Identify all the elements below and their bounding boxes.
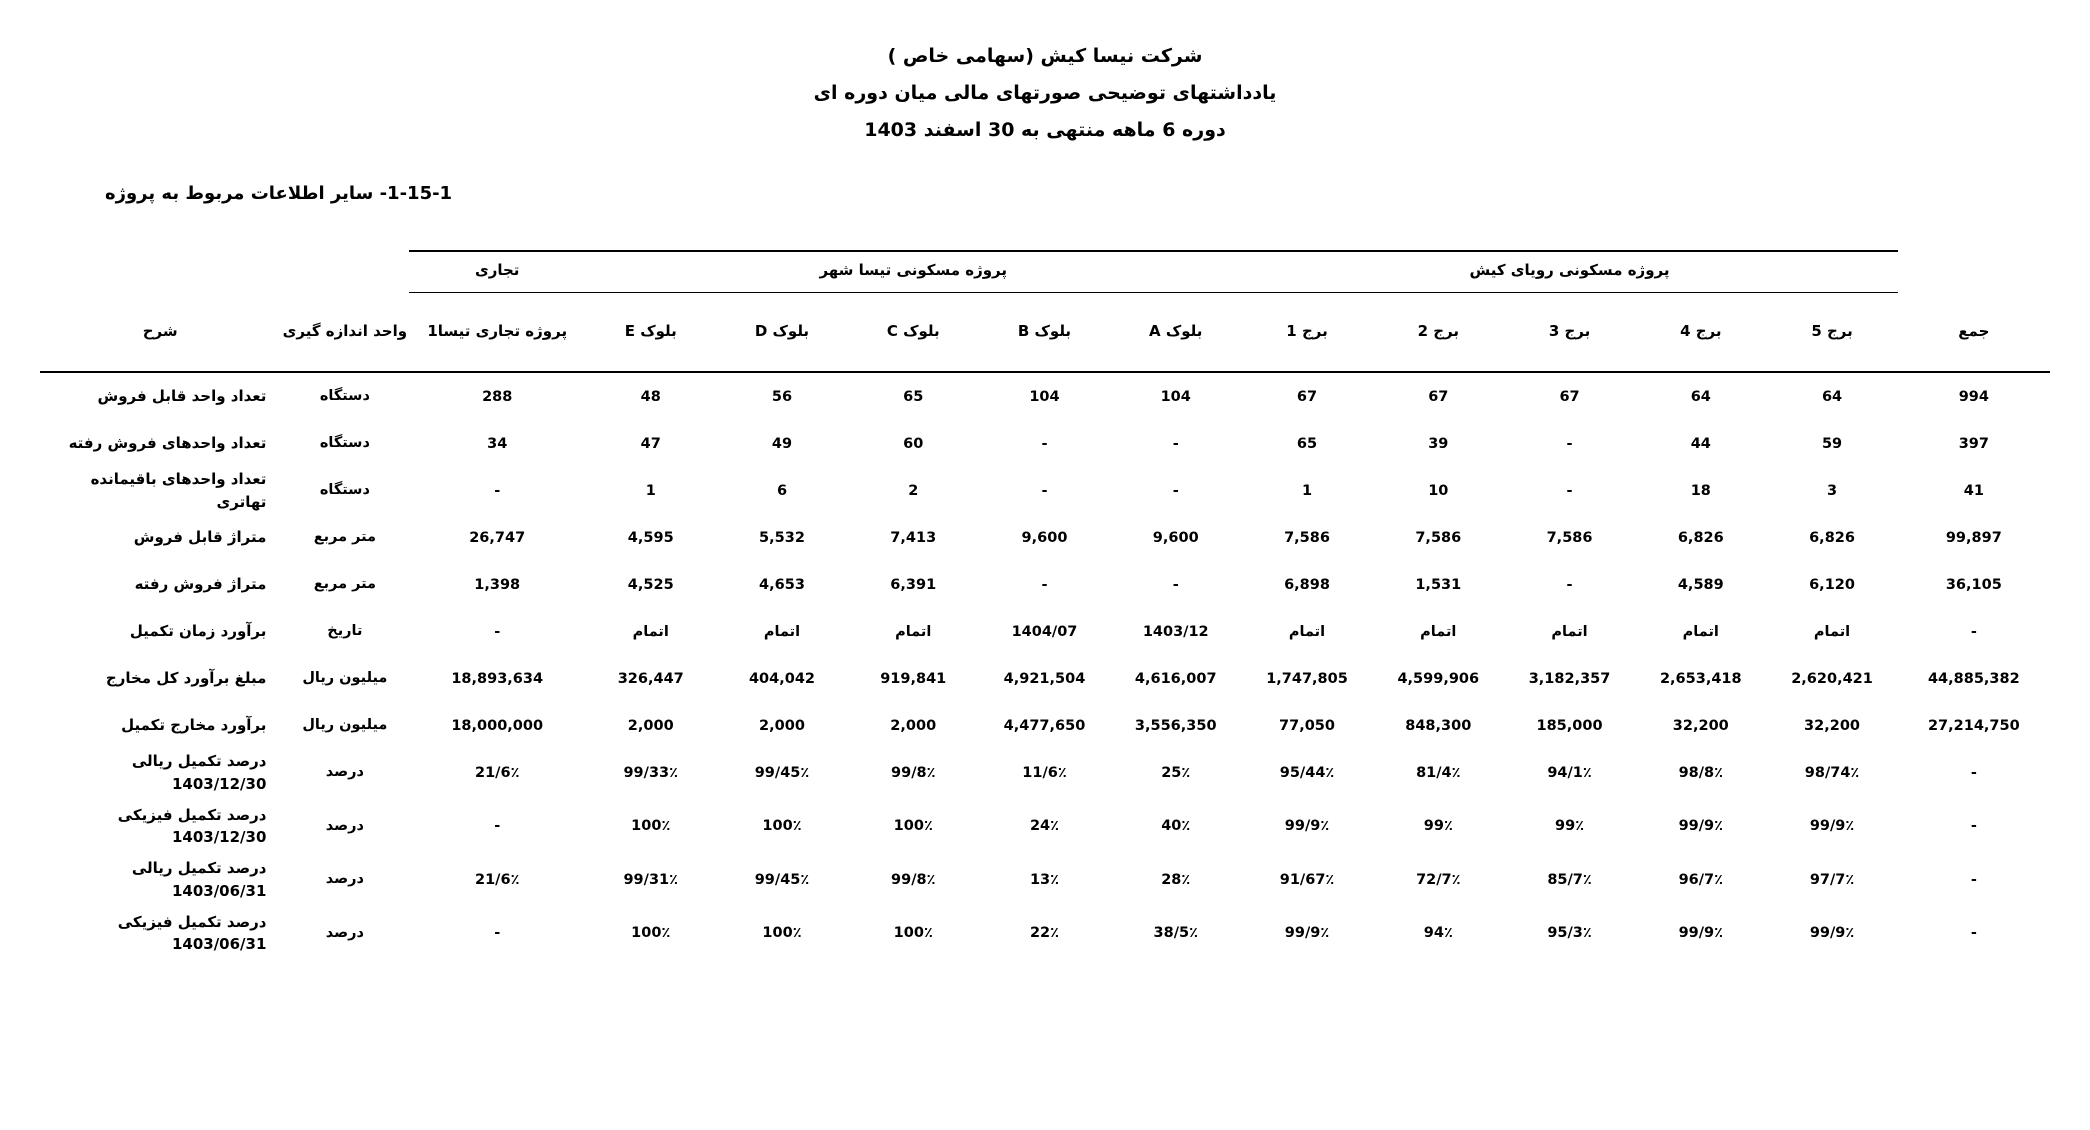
- cell-tower-1: 65: [1296, 435, 1318, 452]
- cell-block-c: اتمام: [895, 623, 932, 640]
- document-header: [0, 38, 2090, 149]
- cell-block-b: 11/6٪: [1022, 764, 1067, 781]
- cell-commercial: -: [494, 482, 501, 499]
- cell-block-b: 4,477,650: [1003, 717, 1086, 734]
- statement-subtitle: یادداشتهای توضیحی صورتهای مالی میان دوره ای: [813, 82, 1277, 105]
- col-tower-4: برج 4: [1635, 293, 1766, 373]
- cell-sum: 36,105: [1945, 576, 2002, 593]
- cell-tower-5: 2,620,421: [1791, 670, 1873, 687]
- cell-description: درصد تکمیل فیزیکی 1403/12/30: [117, 805, 267, 847]
- cell-block-a: -: [1172, 576, 1179, 593]
- cell-description: متراژ قابل فروش: [133, 528, 267, 547]
- col-block-b: بلوک B: [979, 293, 1110, 373]
- cell-unit: دستگاه: [319, 435, 370, 452]
- col-block-d: بلوک D: [716, 293, 847, 373]
- cell-block-d: 5,532: [759, 529, 805, 546]
- table-row: [40, 655, 2050, 702]
- col-tower-3: برج 3: [1504, 293, 1635, 373]
- cell-tower-2: 72/7٪: [1416, 871, 1461, 888]
- cell-block-a: 9,600: [1152, 529, 1199, 546]
- cell-unit: میلیون ریال: [302, 717, 388, 734]
- cell-tower-5: 3: [1826, 482, 1838, 499]
- cell-block-e: 1: [645, 482, 656, 499]
- cell-block-c: 6,391: [890, 576, 937, 593]
- cell-tower-1: 7,586: [1284, 529, 1330, 546]
- cell-block-d: 404,042: [748, 670, 815, 687]
- cell-tower-4: 18: [1690, 482, 1711, 499]
- cell-sum: -: [1970, 764, 1977, 781]
- cell-block-c: 65: [903, 388, 924, 405]
- project-info-table: [40, 250, 2050, 963]
- cell-tower-2: 81/4٪: [1416, 764, 1461, 781]
- cell-tower-2: اتمام: [1420, 623, 1457, 640]
- cell-tower-2: 99٪: [1423, 818, 1453, 835]
- cell-description: برآورد زمان تکمیل: [129, 622, 267, 641]
- cell-block-c: 100٪: [893, 925, 933, 942]
- cell-block-d: 100٪: [762, 925, 802, 942]
- cell-block-d: 56: [771, 388, 793, 405]
- cell-block-e: 100٪: [631, 818, 671, 835]
- table-row: [40, 561, 2050, 608]
- cell-block-e: اتمام: [632, 623, 669, 640]
- cell-tower-3: 3,182,357: [1528, 670, 1611, 687]
- cell-tower-2: 7,586: [1415, 529, 1462, 546]
- cell-sum: 99,897: [1945, 529, 2002, 546]
- cell-block-e: 48: [640, 388, 661, 405]
- cell-tower-5: 97/7٪: [1809, 871, 1855, 888]
- col-commercial-tisa1: پروژه تجاری تیسا1: [409, 293, 585, 373]
- cell-block-e: 4,525: [627, 576, 674, 593]
- cell-description: تعداد واحد قابل فروش: [97, 387, 267, 406]
- col-block-a: بلوک A: [1110, 293, 1241, 373]
- cell-tower-3: 185,000: [1536, 717, 1603, 734]
- table-row: [40, 608, 2050, 655]
- cell-tower-1: 6,898: [1284, 576, 1330, 593]
- group-blank-unit: [280, 251, 409, 293]
- table-row: [40, 702, 2050, 749]
- cell-tower-1: 67: [1296, 388, 1318, 405]
- cell-unit: درصد: [325, 764, 364, 781]
- cell-tower-1: 99/9٪: [1284, 925, 1330, 942]
- company-name: شرکت نیسا کیش (سهامی خاص ): [887, 45, 1203, 67]
- column-header-row: [40, 293, 2050, 373]
- cell-block-c: 60: [903, 435, 924, 452]
- col-tower-2: برج 2: [1373, 293, 1504, 373]
- cell-description: مبلغ برآورد کل مخارج: [105, 669, 267, 688]
- cell-commercial: 34: [487, 435, 508, 452]
- cell-block-d: 100٪: [762, 818, 802, 835]
- cell-tower-4: 64: [1690, 388, 1711, 405]
- group-roya-kish: پروژه مسکونی رویای کیش: [1241, 251, 1897, 293]
- cell-tower-5: اتمام: [1813, 623, 1851, 640]
- cell-tower-3: 99٪: [1555, 818, 1585, 835]
- cell-tower-1: 95/44٪: [1279, 764, 1335, 781]
- cell-tower-2: 67: [1428, 388, 1449, 405]
- period-line: دوره 6 ماهه منتهی به 30 اسفند 1403: [864, 119, 1226, 142]
- group-blank-desc: [40, 251, 280, 293]
- group-header-row: [40, 251, 2050, 293]
- table-row: [40, 372, 2050, 420]
- cell-tower-4: 4,589: [1677, 576, 1724, 593]
- cell-tower-4: 32,200: [1672, 717, 1729, 734]
- cell-tower-3: -: [1566, 482, 1573, 499]
- cell-block-e: 99/33٪: [623, 764, 678, 781]
- group-tisa-shahr: پروژه مسکونی تیسا شهر: [585, 251, 1241, 293]
- cell-tower-3: 7,586: [1546, 529, 1593, 546]
- cell-tower-5: 98/74٪: [1804, 764, 1860, 781]
- cell-tower-5: 6,826: [1809, 529, 1855, 546]
- cell-description: برآورد مخارج تکمیل: [121, 716, 267, 735]
- cell-block-d: 99/45٪: [754, 764, 810, 781]
- cell-block-b: -: [1041, 576, 1048, 593]
- cell-commercial: 18,893,634: [451, 670, 544, 687]
- cell-unit: متر مربع: [313, 576, 377, 593]
- cell-block-e: 326,447: [617, 670, 684, 687]
- cell-tower-1: 77,050: [1279, 717, 1335, 734]
- table-body: [40, 372, 2050, 963]
- table-row: [40, 749, 2050, 796]
- table-row: [40, 467, 2050, 514]
- cell-tower-2: 848,300: [1405, 717, 1472, 734]
- cell-tower-2: 94٪: [1423, 925, 1453, 942]
- cell-tower-5: 64: [1821, 388, 1843, 405]
- cell-tower-3: 95/3٪: [1547, 925, 1592, 942]
- cell-tower-3: 67: [1559, 388, 1580, 405]
- cell-block-a: -: [1172, 435, 1179, 452]
- cell-block-a: 3,556,350: [1134, 717, 1217, 734]
- table-row: [40, 796, 2050, 856]
- cell-block-e: 4,595: [627, 529, 674, 546]
- cell-block-e: 100٪: [631, 925, 671, 942]
- project-info-table-wrap: [40, 250, 2050, 963]
- cell-block-e: 47: [640, 435, 661, 452]
- cell-unit: درصد: [325, 924, 364, 941]
- col-sum: جمع: [1898, 293, 2050, 373]
- cell-sum: -: [1970, 925, 1977, 942]
- cell-block-c: 7,413: [890, 529, 937, 546]
- cell-sum: 994: [1958, 388, 1989, 405]
- cell-tower-3: 85/7٪: [1547, 871, 1592, 888]
- cell-tower-1: 1,747,805: [1266, 670, 1348, 687]
- cell-block-a: 38/5٪: [1153, 925, 1198, 942]
- cell-commercial: 288: [482, 388, 513, 405]
- table-row: [40, 514, 2050, 561]
- cell-block-d: 99/45٪: [754, 871, 810, 888]
- cell-commercial: 1,398: [474, 576, 521, 593]
- cell-sum: -: [1970, 818, 1977, 835]
- cell-block-e: 99/31٪: [623, 871, 678, 888]
- cell-tower-4: 44: [1690, 435, 1711, 452]
- cell-block-c: 2,000: [890, 717, 937, 734]
- cell-tower-1: 99/9٪: [1284, 818, 1330, 835]
- table-row: [40, 420, 2050, 467]
- col-tower-1: برج 1: [1241, 293, 1372, 373]
- cell-tower-5: 32,200: [1804, 717, 1861, 734]
- cell-tower-2: 39: [1428, 435, 1449, 452]
- cell-tower-3: -: [1566, 576, 1573, 593]
- cell-tower-4: 6,826: [1677, 529, 1724, 546]
- cell-tower-1: 91/67٪: [1279, 871, 1335, 888]
- cell-tower-3: -: [1566, 435, 1573, 452]
- cell-commercial: -: [494, 623, 501, 640]
- cell-commercial: 26,747: [469, 529, 526, 546]
- col-description: شرح: [40, 293, 280, 373]
- cell-block-c: 919,841: [880, 670, 947, 687]
- note-title: 1-15-1- سایر اطلاعات مربوط به پروژه: [105, 183, 453, 205]
- col-tower-5: برج 5: [1766, 293, 1897, 373]
- cell-tower-1: 1: [1301, 482, 1313, 499]
- cell-tower-5: 99/9٪: [1809, 818, 1855, 835]
- cell-block-e: 2,000: [627, 717, 674, 734]
- cell-unit: تاریخ: [327, 623, 363, 640]
- cell-commercial: 18,000,000: [451, 717, 544, 734]
- cell-tower-5: 6,120: [1809, 576, 1855, 593]
- cell-tower-4: 2,653,418: [1659, 670, 1742, 687]
- cell-unit: میلیون ریال: [302, 670, 388, 687]
- cell-sum: 27,214,750: [1927, 717, 2020, 734]
- group-blank-sum: [1898, 251, 2050, 293]
- cell-block-a: 28٪: [1161, 871, 1191, 888]
- cell-block-b: -: [1041, 435, 1048, 452]
- cell-block-b: 13٪: [1029, 871, 1059, 888]
- cell-unit: متر مربع: [313, 529, 377, 546]
- cell-tower-2: 1,531: [1415, 576, 1462, 593]
- cell-block-b: 1404/07: [1011, 623, 1078, 640]
- group-commercial: تجاری: [409, 251, 585, 293]
- cell-block-d: اتمام: [763, 623, 801, 640]
- cell-block-c: 99/8٪: [891, 871, 936, 888]
- cell-description: متراژ فروش رفته: [134, 575, 267, 594]
- cell-block-a: 1403/12: [1142, 623, 1209, 640]
- cell-block-a: -: [1172, 482, 1179, 499]
- cell-description: درصد تکمیل ریالی 1403/06/31: [131, 859, 267, 900]
- cell-tower-4: 96/7٪: [1678, 871, 1723, 888]
- cell-block-a: 40٪: [1161, 818, 1191, 835]
- cell-description: درصد تکمیل ریالی 1403/12/30: [131, 752, 267, 793]
- cell-block-b: 9,600: [1021, 529, 1068, 546]
- cell-description: درصد تکمیل فیزیکی 1403/06/31: [117, 912, 267, 954]
- cell-tower-4: اتمام: [1682, 623, 1719, 640]
- cell-sum: -: [1970, 623, 1977, 640]
- cell-tower-5: 99/9٪: [1809, 925, 1855, 942]
- cell-tower-4: 99/9٪: [1678, 925, 1723, 942]
- cell-unit: درصد: [325, 817, 364, 834]
- cell-tower-5: 59: [1821, 435, 1843, 452]
- cell-block-c: 99/8٪: [891, 764, 936, 781]
- cell-commercial: -: [494, 925, 501, 942]
- cell-sum: -: [1970, 871, 1977, 888]
- cell-description: تعداد واحدهای باقیمانده تهاتری: [90, 470, 267, 511]
- cell-block-a: 4,616,007: [1134, 670, 1217, 687]
- col-unit: واحد اندازه گیری: [280, 293, 409, 373]
- cell-unit: درصد: [325, 871, 364, 888]
- cell-block-a: 104: [1160, 388, 1191, 405]
- cell-block-b: -: [1041, 482, 1048, 499]
- cell-block-b: 104: [1029, 388, 1060, 405]
- cell-block-d: 49: [771, 435, 793, 452]
- cell-tower-2: 10: [1428, 482, 1449, 499]
- cell-tower-4: 98/8٪: [1678, 764, 1723, 781]
- cell-unit: دستگاه: [319, 482, 370, 499]
- table-row: [40, 856, 2050, 903]
- cell-block-d: 6: [776, 482, 788, 499]
- cell-tower-3: اتمام: [1551, 623, 1588, 640]
- cell-description: تعداد واحدهای فروش رفته: [68, 434, 267, 453]
- cell-commercial: -: [494, 818, 501, 835]
- cell-tower-4: 99/9٪: [1678, 818, 1723, 835]
- cell-block-d: 4,653: [759, 576, 805, 593]
- cell-tower-3: 94/1٪: [1547, 764, 1592, 781]
- cell-sum: 44,885,382: [1927, 670, 2020, 687]
- cell-tower-2: 4,599,906: [1397, 670, 1480, 687]
- cell-block-a: 25٪: [1161, 764, 1191, 781]
- cell-block-c: 100٪: [893, 818, 933, 835]
- cell-block-b: 4,921,504: [1003, 670, 1086, 687]
- cell-tower-1: اتمام: [1288, 623, 1326, 640]
- col-block-c: بلوک C: [848, 293, 979, 373]
- cell-commercial: 21/6٪: [475, 871, 520, 888]
- table-head: [40, 251, 2050, 372]
- cell-block-b: 22٪: [1029, 925, 1059, 942]
- cell-block-c: 2: [908, 482, 919, 499]
- cell-sum: 397: [1958, 435, 1989, 452]
- cell-block-d: 2,000: [759, 717, 805, 734]
- col-block-e: بلوک E: [585, 293, 716, 373]
- table-row: [40, 903, 2050, 963]
- cell-commercial: 21/6٪: [475, 764, 520, 781]
- cell-block-b: 24٪: [1029, 818, 1059, 835]
- cell-sum: 41: [1963, 482, 1984, 499]
- cell-unit: دستگاه: [319, 388, 370, 405]
